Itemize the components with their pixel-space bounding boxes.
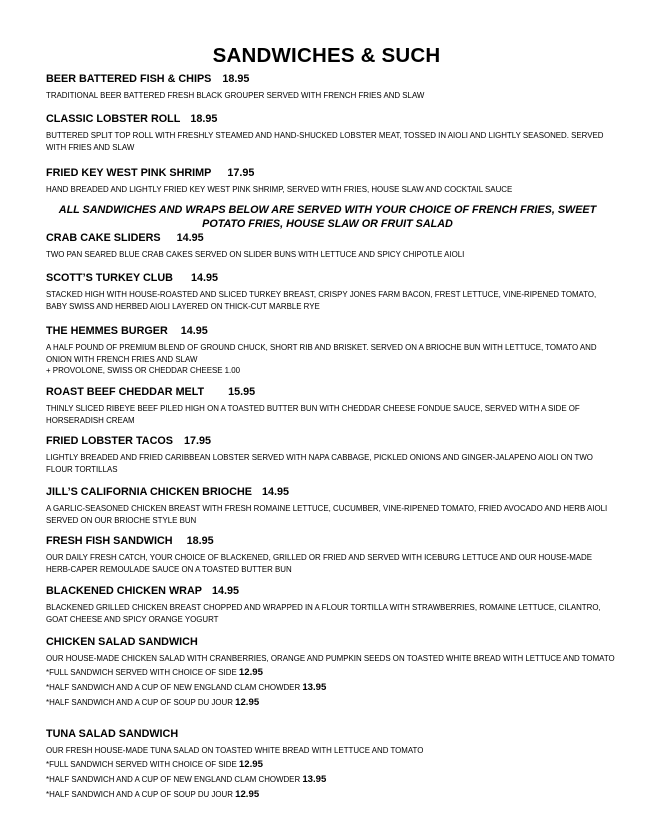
item-price: 15.95 — [228, 386, 256, 398]
item-price: 14.95 — [176, 232, 204, 244]
item-addon: + PROVOLONE, SWISS OR CHEDDAR CHEESE 1.00 — [46, 366, 241, 375]
item-description: BUTTERED SPLIT TOP ROLL WITH FRESHLY STEAMED AND HAND-SHUCKED LOBSTER MEAT, TOSSED IN AIOLI AND LIGHTLY SEASONED. SERVED WITH FRIES AND SLAW — [46, 131, 604, 152]
sides-note: ALL SANDWICHES AND WRAPS BELOW ARE SERVED WITH YOUR CHOICE OF FRENCH FRIES, SWEET POTATO FRIES, HOUSE SLAW OR FRUIT SALAD — [58, 204, 597, 230]
menu-item — [46, 535, 616, 575]
item-description: THINLY SLICED RIBEYE BEEF PILED HIGH ON A TOASTED BUTTER BUN WITH CHEDDAR CHEESE FONDUE SAUCE, SERVED WITH A SIDE OF HORSERADISH CREAM — [46, 404, 580, 425]
option-price: 12.95 — [235, 696, 260, 708]
menu-item — [46, 232, 616, 261]
menu-item — [46, 113, 616, 153]
item-price: 14.95 — [211, 585, 239, 597]
item-name: JILL’S CALIFORNIA CHICKEN BRIOCHE 14.95 — [46, 486, 289, 498]
price-option: *FULL SANDWICH SERVED WITH CHOICE OF SIDE 12.95 — [46, 758, 263, 770]
price-option: *HALF SANDWICH AND A CUP OF SOUP DU JOUR 12.95 — [46, 696, 260, 708]
menu-item — [46, 585, 616, 625]
menu-item — [46, 486, 616, 526]
menu-item-tuna-salad — [46, 728, 616, 802]
option-price: 13.95 — [302, 681, 327, 693]
item-description: OUR FRESH HOUSE-MADE TUNA SALAD ON TOASTED WHITE BREAD WITH LETTUCE AND TOMATO — [46, 746, 424, 755]
item-name: CHICKEN SALAD SANDWICH — [46, 636, 198, 648]
price-option: *HALF SANDWICH AND A CUP OF NEW ENGLAND CLAM CHOWDER 13.95 — [46, 681, 327, 693]
item-description: A GARLIC-SEASONED CHICKEN BREAST WITH FRESH ROMAINE LETTUCE, CUCUMBER, VINE-RIPENED TOMATO, FRIED AVOCADO AND HERB AIOLI SERVED ON OUR BRIOCHE STYLE BUN — [46, 504, 608, 525]
item-description: TRADITIONAL BEER BATTERED FRESH BLACK GROUPER SERVED WITH FRENCH FRIES AND SLAW — [46, 91, 425, 100]
item-name: BEER BATTERED FISH & CHIPS 18.95 — [46, 73, 250, 85]
item-description: HAND BREADED AND LIGHTLY FRIED KEY WEST PINK SHRIMP, SERVED WITH FRIES, HOUSE SLAW AND COCKTAIL SAUCE — [46, 185, 513, 194]
item-description: A HALF POUND OF PREMIUM BLEND OF GROUND CHUCK, SHORT RIB AND BRISKET. SERVED ON A BRIOCHE BUN WITH LETTUCE, TOMATO AND ONION WITH FRENCH FRIES AND SLAW — [46, 343, 597, 364]
price-option: *HALF SANDWICH AND A CUP OF NEW ENGLAND CLAM CHOWDER 13.95 — [46, 773, 327, 785]
option-price: 13.95 — [302, 773, 327, 785]
menu-item — [46, 167, 616, 196]
item-name: FRIED LOBSTER TACOS 17.95 — [46, 435, 211, 447]
item-description: BLACKENED GRILLED CHICKEN BREAST CHOPPED AND WRAPPED IN A FLOUR TORTILLA WITH STRAWBERRIES, ROMAINE LETTUCE, CILANTRO, GOAT CHEESE AND SPICY ORANGE YOGURT — [46, 603, 601, 624]
menu-item — [46, 435, 616, 475]
item-description: STACKED HIGH WITH HOUSE-ROASTED AND SLICED TURKEY BREAST, CRISPY JONES FARM BACON, FREST LETTUCE, VINE-RIPENED TOMATO, BABY SWISS AND HERBED AIOLI LAYERED ON THICK-CUT MARBLE RYE — [46, 290, 597, 311]
price-option: *FULL SANDWICH SERVED WITH CHOICE OF SIDE 12.95 — [46, 666, 263, 678]
item-price: 14.95 — [261, 486, 289, 498]
item-name: THE HEMMES BURGER 14.95 — [46, 325, 208, 337]
item-name: TUNA SALAD SANDWICH — [46, 728, 179, 740]
item-price: 18.95 — [186, 535, 214, 547]
item-name: CRAB CAKE SLIDERS 14.95 — [46, 232, 204, 244]
item-price: 14.95 — [180, 325, 208, 337]
menu-item — [46, 386, 616, 426]
item-price: 17.95 — [183, 435, 211, 447]
price-option: *HALF SANDWICH AND A CUP OF SOUP DU JOUR 12.95 — [46, 788, 260, 800]
item-name: FRESH FISH SANDWICH 18.95 — [46, 535, 214, 547]
item-name: CLASSIC LOBSTER ROLL 18.95 — [46, 113, 218, 125]
item-price: 18.95 — [190, 113, 218, 125]
item-description: TWO PAN SEARED BLUE CRAB CAKES SERVED ON SLIDER BUNS WITH LETTUCE AND SPICY CHIPOTLE AIOLI — [46, 250, 465, 259]
item-description: OUR DAILY FRESH CATCH, YOUR CHOICE OF BLACKENED, GRILLED OR FRIED AND SERVED WITH ICEBURG LETTUCE AND OUR HOUSE-MADE HERB-CAPER REMOULADE SAUCE ON A TOASTED BUTTER BUN — [46, 553, 592, 574]
option-price: 12.95 — [235, 788, 260, 800]
menu-item-chicken-salad — [46, 636, 616, 710]
menu-item — [46, 272, 616, 312]
option-price: 12.95 — [238, 758, 263, 770]
option-price: 12.95 — [238, 666, 263, 678]
item-description: OUR HOUSE-MADE CHICKEN SALAD WITH CRANBERRIES, ORANGE AND PUMPKIN SEEDS ON TOASTED WHITE BREAD WITH LETTUCE AND TOMATO — [46, 654, 615, 663]
item-name: FRIED KEY WEST PINK SHRIMP 17.95 — [46, 167, 255, 179]
item-name: SCOTT’S TURKEY CLUB 14.95 — [46, 272, 219, 284]
menu-item — [46, 325, 616, 377]
item-price: 14.95 — [190, 272, 219, 284]
item-description: LIGHTLY BREADED AND FRIED CARIBBEAN LOBSTER SERVED WITH NAPA CABBAGE, PICKLED ONIONS AND GINGER-JALAPENO AIOLI ON TWO FLOUR TORTILLAS — [46, 453, 593, 474]
item-price: 17.95 — [227, 167, 255, 179]
item-name: BLACKENED CHICKEN WRAP 14.95 — [46, 585, 239, 597]
item-price: 18.95 — [222, 73, 250, 85]
menu-item — [46, 73, 616, 102]
item-name: ROAST BEEF CHEDDAR MELT 15.95 — [46, 386, 256, 398]
page-title: SANDWICHES & SUCH — [212, 44, 441, 67]
